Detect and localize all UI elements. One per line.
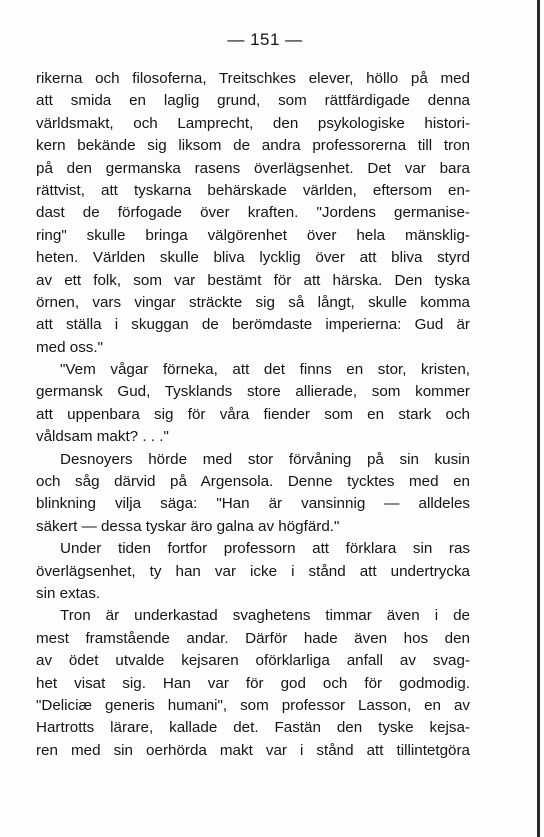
text-line: att ställa i skuggan de berömdaste imperierna: Gud är	[36, 316, 470, 334]
page-number: — 151 —	[227, 30, 303, 49]
text-line: heten. Världen skulle bliva lycklig över att bliva styrd	[36, 249, 470, 267]
text-line: Tron är underkastad svaghetens timmar även i de	[60, 607, 470, 625]
text-line: mest framstående andar. Därför hade även hos den	[36, 629, 470, 647]
text-line: Hartrotts lärare, kallade det. Fastän den tyske kejsa-	[36, 719, 470, 737]
text-line: dast de förfogade över kraften. "Jordens germanise-	[36, 204, 470, 222]
text-line: germansk Gud, Tysklands store allierade, som kommer	[36, 383, 470, 401]
text-line: het visat sig. Han var för god och för godmodig.	[36, 674, 470, 692]
text-line: kern bekände sig liksom de andra professorerna till tron	[36, 137, 470, 155]
text-line: på den germanska rasens överlägsenhet. Det var bara	[36, 159, 470, 177]
text-line: örnen, vars vingar sträckte sig så långt, skulle komma	[36, 293, 470, 311]
text-line: att smida en laglig grund, som rättfärdigade denna	[36, 92, 470, 110]
text-line: Under tiden fortfor professorn att förklara sin ras	[60, 540, 470, 558]
text-line: våldsam makt? . . ."	[36, 428, 169, 446]
text-line: "Deliciæ generis humani", som professor Lasson, en av	[36, 696, 470, 714]
text-line: Desnoyers hörde med stor förvåning på sin kusin	[60, 450, 470, 468]
text-line: av ödet utvalde kejsaren oförklarliga anfall av svag-	[36, 652, 470, 670]
text-line: blinkning vilja säga: "Han är vansinnig — alldeles	[36, 495, 470, 513]
text-line: världsmakt, och Lamprecht, den psykologiske histori-	[36, 114, 470, 132]
text-line: rättvist, att tyskarna behärskade världen, eftersom en-	[36, 181, 470, 199]
text-line: att uppenbara sig för våra fiender som en stark och	[36, 405, 470, 423]
text-line: ren med sin oerhörda makt var i stånd att tillintetgöra	[36, 741, 470, 759]
text-line: rikerna och filosoferna, Treitschkes elever, höllo på med	[36, 70, 470, 87]
text-line: och såg därvid på Argensola. Denne tycktes med en	[36, 473, 470, 491]
text-line: ring" skulle bringa välgörenhet över hela mänsklig-	[36, 226, 470, 244]
text-line: säkert — dessa tyskar äro galna av högfärd."	[36, 517, 340, 535]
text-line: sin extas.	[36, 584, 101, 602]
text-line: "Vem vågar förneka, att det finns en stor, kristen,	[60, 361, 470, 379]
text-line: överlägsenhet, ty han var icke i stånd att undertrycka	[36, 562, 470, 580]
text-line: av ett folk, som var bestämt för att härska. Den tyska	[36, 271, 470, 289]
text-line: med oss."	[36, 338, 104, 356]
page-edge-rule	[537, 0, 540, 837]
body-text	[36, 68, 470, 762]
